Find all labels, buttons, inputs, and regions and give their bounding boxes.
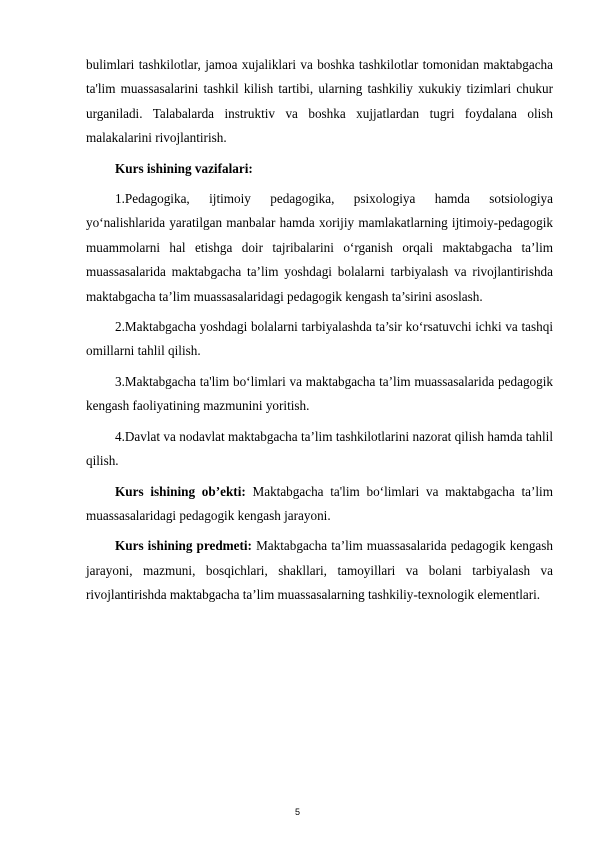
- page-number: 5: [294, 807, 300, 817]
- task-item-1: 1.Pedagogika, ijtimoiy pedagogika, psixologiya hamda sotsiologiya yo‘nalishlarida yaratilgan manbalar hamda xorijiy mamlakatlarning ijtimoiy-pedagogik muammolarni hal etishga doir tajribalarini o‘rganish orqali maktabgacha ta’lim muassasalarida maktabgacha ta’lim yoshdagi bolalarni tarbiyalash va rivojlantirishda maktabgacha ta’lim muassasalaridagi pedagogik kengash ta’sirini asoslash.: [86, 191, 553, 304]
- subject-text: Maktabgacha ta’lim muassasalarida pedagogik kengash jarayoni, mazmuni, bosqichlari, shakllari, tamoyillari va bolani tarbiyalash va rivojlantirishda maktabgacha ta’lim muassasalarning tashkiliy-texnologik elementlari.: [86, 538, 553, 603]
- tasks-heading: Kurs ishining vazifalari:: [115, 160, 253, 176]
- task-item-2: 2.Maktabgacha yoshdagi bolalarni tarbiyalashda ta’sir ko‘rsatuvchi ichki va tashqi omillarni tahlil qilish.: [86, 319, 553, 359]
- document-page: [86, 53, 553, 614]
- object-text: Maktabgacha ta'lim bo‘limlari va maktabgacha ta’lim muassasalaridagi pedagogik kengash jarayoni.: [86, 483, 553, 523]
- intro-paragraph: bulimlari tashkilotlar, jamoa xujaliklari va boshka tashkilotlar tomonidan maktabgacha ta'lim muassasalarini tashkil kilish tartibi, ularning tashkiliy xukukiy tizimlari chukur urganiladi. Talabalarda instruktiv va boshka xujjatlardan tugri foydalana olish malakalarini rivojlantirish.: [86, 57, 553, 146]
- subject-label: Kurs ishining predmeti:: [115, 538, 252, 554]
- object-label: Kurs ishining ob’ekti:: [115, 483, 246, 499]
- task-item-4: 4.Davlat va nodavlat maktabgacha ta’lim tashkilotlarini nazorat qilish hamda tahlil qilish.: [86, 428, 553, 469]
- object-paragraph: [86, 480, 553, 529]
- task-item-3: 3.Maktabgacha ta'lim bo‘limlari va maktabgacha ta’lim muassasalarida pedagogik kengash faoliyatining mazmunini yoritish.: [86, 373, 553, 414]
- subject-paragraph: [86, 534, 553, 607]
